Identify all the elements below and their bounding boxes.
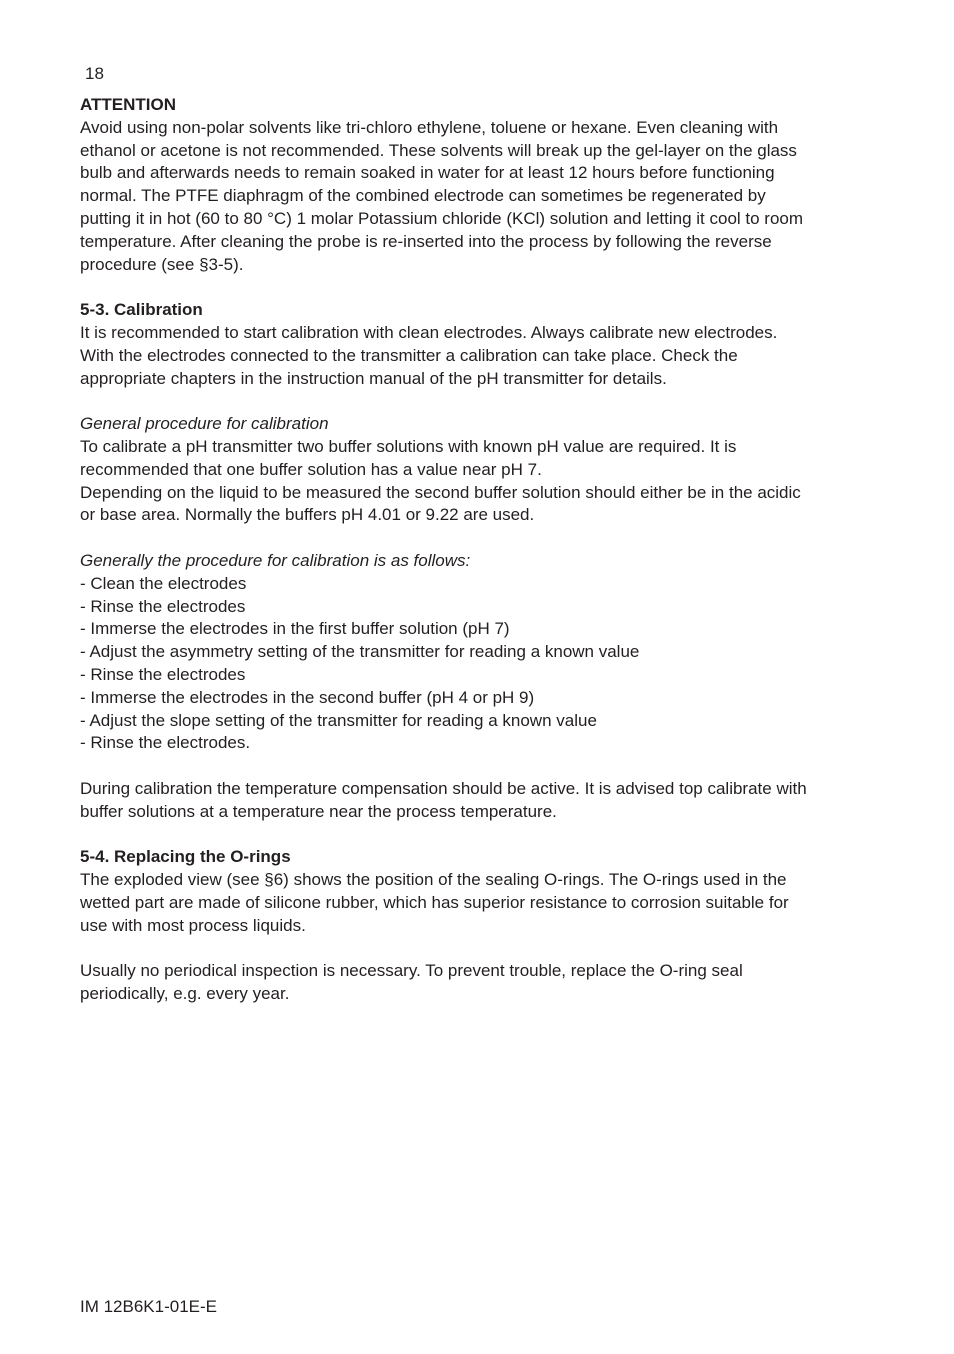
list-item: - Clean the electrodes	[80, 573, 247, 593]
procedure-title: Generally the procedure for calibration is as follows:	[80, 550, 471, 570]
attention-section	[80, 94, 810, 276]
list-item: - Immerse the electrodes in the second buffer (pH 4 or pH 9)	[80, 687, 535, 707]
spacer	[80, 755, 810, 778]
general-procedure-paragraph-1: To calibrate a pH transmitter two buffer solutions with known pH value are required. It is recommended that one buffer solution has a value near pH 7.	[80, 436, 737, 479]
orings-heading: 5-4. Replacing the O-rings	[80, 847, 291, 867]
orings-paragraph-2: Usually no periodical inspection is necessary. To prevent trouble, replace the O-ring seal periodically, e.g. every year.	[80, 961, 743, 1004]
calibration-intro: It is recommended to start calibration with clean electrodes. Always calibrate new electrodes. With the electrodes connected to the transmitter a calibration can take place. Check the appropriate chapters in the instruction manual of the pH transmitter for details.	[80, 322, 778, 388]
spacer	[80, 527, 810, 550]
calibration-heading: 5-3. Calibration	[80, 300, 203, 320]
list-item: - Rinse the electrodes	[80, 664, 246, 684]
list-item: - Adjust the asymmetry setting of the transmitter for reading a known value	[80, 642, 640, 662]
attention-heading: ATTENTION	[80, 95, 177, 114]
general-procedure-title: General procedure for calibration	[80, 414, 329, 434]
document-body	[80, 94, 810, 1006]
document-id-footer: IM 12B6K1-01E-E	[80, 1297, 218, 1316]
list-item: - Rinse the electrodes	[80, 596, 246, 616]
page-number: 18	[85, 64, 104, 83]
spacer	[80, 824, 810, 847]
calibration-steps-list	[80, 573, 810, 755]
spacer	[80, 937, 810, 960]
list-item: - Adjust the slope setting of the transmitter for reading a known value	[80, 710, 597, 730]
calibration-closing: During calibration the temperature compensation should be active. It is advised top calibrate with buffer solutions at a temperature near the process temperature.	[80, 778, 807, 821]
spacer	[80, 390, 810, 413]
list-item: - Immerse the electrodes in the first buffer solution (pH 7)	[80, 619, 510, 639]
calibration-section	[80, 299, 810, 823]
spacer	[80, 276, 810, 299]
attention-body: Avoid using non-polar solvents like tri-chloro ethylene, toluene or hexane. Even cleaning with ethanol or acetone is not recommended. These solvents will break up the gel-layer on the glass bulb and afterwards needs to remain soaked in water for at least 12 hours before functioning normal. The PTFE diaphragm of the combined electrode can sometimes be regenerated by putting it in hot (60 to 80 °C) 1 molar Potassium chloride (KCl) solution and letting it cool to room temperature. After cleaning the probe is re-inserted into the process by following the reverse procedure (see §3-5).	[80, 117, 804, 274]
general-procedure-paragraph-2: Depending on the liquid to be measured the second buffer solution should either be in the acidic or base area. Normally the buffers pH 4.01 or 9.22 are used.	[80, 482, 801, 525]
orings-paragraph-1: The exploded view (see §6) shows the position of the sealing O-rings. The O-rings used in the wetted part are made of silicone rubber, which has superior resistance to corrosion suitable for use with most process liquids.	[80, 870, 789, 935]
orings-section	[80, 846, 810, 1006]
list-item: - Rinse the electrodes.	[80, 733, 251, 753]
